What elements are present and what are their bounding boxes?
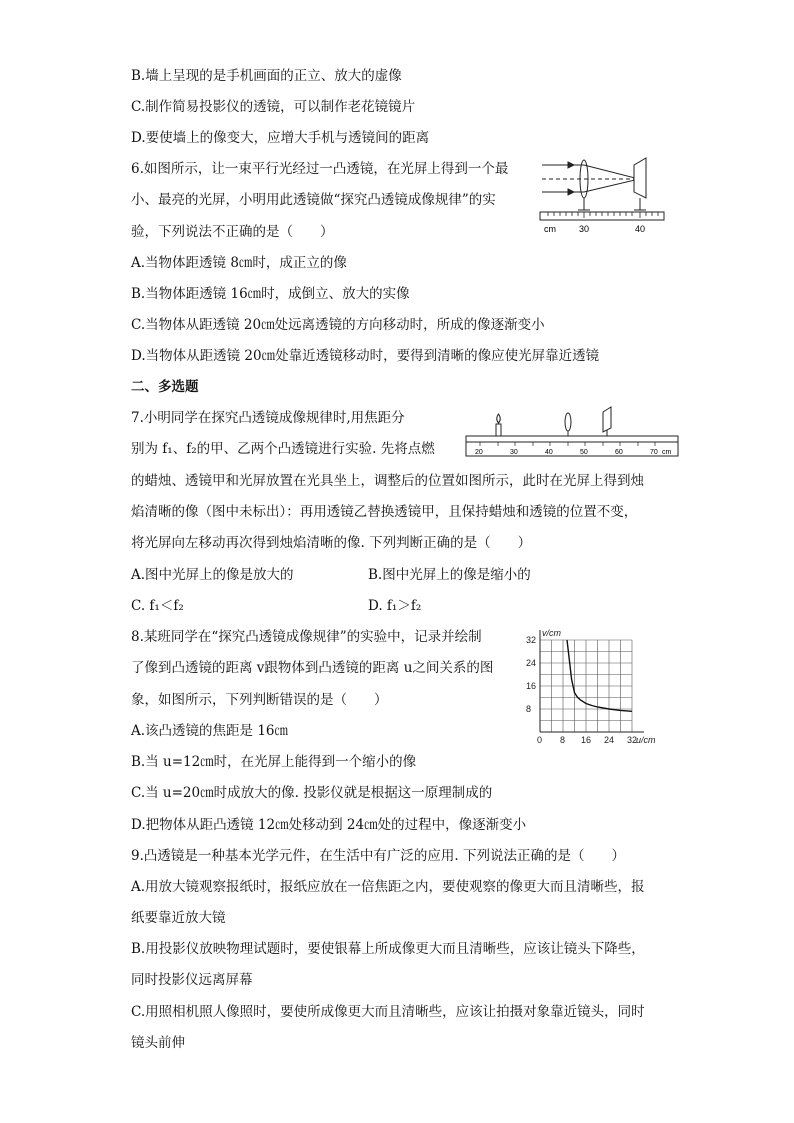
q8-option-d: D.把物体从距凸透镜 12㎝处移动到 24㎝处的过程中，像逐渐变小: [131, 817, 527, 833]
bench-tick-40: 40: [545, 449, 553, 456]
q7-stem-line5: 将光屏向左移动再次得到烛焰清晰的像. 下列判断正确的是（ ）: [131, 535, 532, 551]
chart-grid: [540, 640, 632, 732]
bench-tick-60: 60: [615, 449, 623, 456]
q6-stem-line2: 小、最亮的光屏，小明用此透镜做“探究凸透镜成像规律”的实: [131, 192, 496, 208]
y-tick-label: 24: [526, 658, 537, 668]
screen-shape: [634, 158, 646, 198]
x-tick-label: 32: [627, 735, 638, 744]
q8-v-u-chart: [514, 622, 664, 744]
bench-tick-20: 20: [475, 449, 483, 456]
q7-option-c: C. f₁＜f₂: [131, 598, 184, 614]
bench-unit-label: cm: [662, 449, 672, 456]
q6-lens-figure: [538, 150, 668, 236]
q9-option-b-line1: B.用投影仪放映物理试题时，要使银幕上所成像更大而且清晰些，应该让镜头下降些，: [131, 941, 645, 957]
q6-option-d: D.当物体从距透镜 20㎝处靠近透镜移动时，要得到清晰的像应使光屏靠近透镜: [131, 348, 600, 364]
q8-stem-line1: 8.某班同学在“探究凸透镜成像规律”的实验中，记录并绘制: [131, 629, 482, 645]
y-tick-label: 8: [526, 704, 532, 714]
q7-option-a: A.图中光屏上的像是放大的: [131, 567, 294, 583]
q7-optical-bench-figure: [464, 402, 680, 464]
x-tick-label: 24: [604, 735, 615, 744]
bench-tick-70: 70: [650, 449, 658, 456]
y-axis-label: v/cm: [542, 628, 561, 638]
q7-stem-line4: 焰清晰的像（图中未标出）：再用透镜乙替换透镜甲，且保持蜡烛和透镜的位置不变，: [131, 504, 638, 520]
v-u-curve: [567, 640, 632, 711]
y-tick-label: 16: [526, 681, 537, 691]
q8-option-b: B.当 u=12㎝时，在光屏上能得到一个缩小的像: [131, 754, 417, 770]
y-tick-label: 32: [526, 635, 537, 645]
q7-option-b: B.图中光屏上的像是缩小的: [368, 567, 531, 583]
q8-stem-line3: 象，如图所示，下列判断错误的是（ ）: [131, 692, 388, 708]
section-title-multiple-choice: 二、多选题: [131, 379, 199, 395]
q7-stem-line3: 的蜡烛、透镜甲和光屏放置在光具坐上，调整后的位置如图所示，此时在光屏上得到烛: [131, 473, 644, 489]
option-b-text: B.墙上呈现的是手机画面的正立、放大的虚像: [131, 68, 402, 84]
x-tick-label: 16: [581, 735, 592, 744]
q9-option-c-line2: 镜头前伸: [131, 1035, 185, 1051]
q6-option-b: B.当物体距透镜 16㎝时，成倒立、放大的实像: [131, 286, 410, 302]
bench-lens-shape: [565, 413, 571, 431]
q8-stem-line2: 了像到凸透镜的距离 v跟物体到凸透镜的距离 u之间关系的图: [131, 660, 494, 676]
q8-option-a: A.该凸透镜的焦距是 16㎝: [131, 723, 289, 739]
q6-option-c: C.当物体从距透镜 20㎝处远离透镜的方向移动时，所成的像逐渐变小: [131, 317, 545, 333]
q7-stem-line1: 7.小明同学在探究凸透镜成像规律时,用焦距分: [131, 410, 405, 426]
bench-tick-50: 50: [580, 449, 588, 456]
q9-option-b-line2: 同时投影仪远离屏幕: [131, 972, 253, 988]
q9-option-a-line2: 纸要靠近放大镜: [131, 910, 226, 926]
rail-tick-30: 30: [579, 224, 590, 234]
q7-option-d: D. f₁＞f₂: [368, 598, 422, 614]
bench-screen-shape: [603, 407, 611, 432]
q7-stem-line2: 别为 f₁、f₂的甲、乙两个凸透镜进行实验. 先将点燃: [131, 441, 435, 457]
q6-option-a: A.当物体距透镜 8㎝时，成正立的像: [131, 255, 347, 271]
q6-stem-line1: 6.如图所示，让一束平行光经过一凸透镜，在光屏上得到一个最: [131, 161, 509, 177]
x-tick-label: 0: [537, 735, 543, 744]
option-c-text: C.制作简易投影仪的透镜，可以制作老花镜镜片: [131, 99, 416, 115]
rail-tick-40: 40: [635, 224, 646, 234]
candle-shape: [496, 424, 501, 436]
q9-stem: 9.凸透镜是一种基本光学元件，在生活中有广泛的应用. 下列说法正确的是（ ）: [131, 848, 625, 864]
chart-axes: [540, 630, 644, 732]
x-axis-label: u/cm: [636, 735, 656, 744]
q6-stem-line3: 验，下列说法不正确的是（ ）: [131, 224, 334, 240]
q9-option-a-line1: A.用放大镜观察报纸时，报纸应放在一倍焦距之内，要使观察的像更大而且清晰些，报: [131, 879, 645, 895]
rail-unit-label: cm: [544, 224, 556, 234]
bench-tick-30: 30: [510, 449, 518, 456]
option-d-text: D.要使墙上的像变大，应增大手机与透镜间的距离: [131, 130, 430, 146]
q8-option-c: C.当 u=20㎝时成放大的像. 投影仪就是根据这一原理制成的: [131, 785, 493, 801]
x-tick-label: 8: [560, 735, 566, 744]
flame-shape: [497, 414, 501, 423]
q9-option-c-line1: C.用照相机照人像照时，要使所成像更大而且清晰些，应该让拍摄对象靠近镜头，同时: [131, 1004, 645, 1020]
